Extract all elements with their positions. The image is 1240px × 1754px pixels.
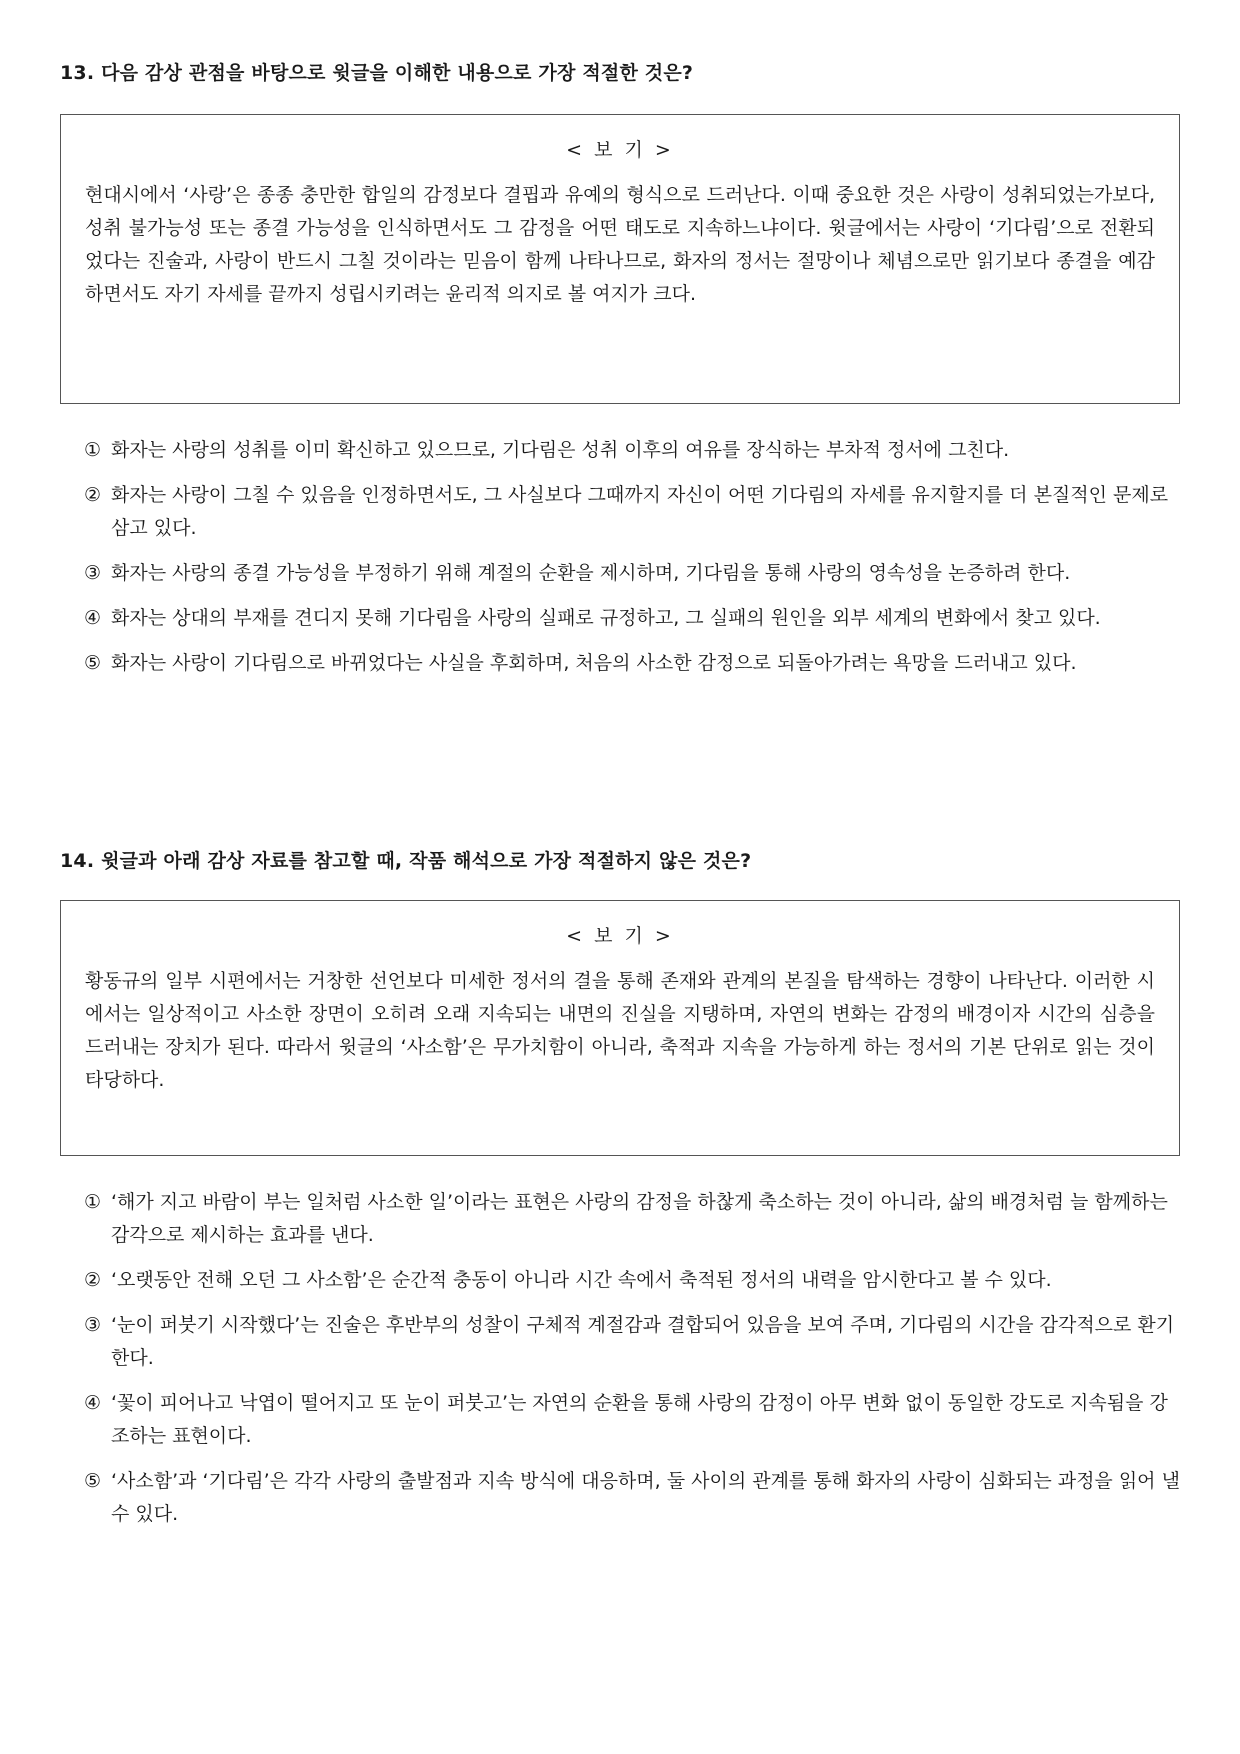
choice-text: 화자는 사랑이 기다림으로 바뀌었다는 사실을 후회하며, 처음의 사소한 감정으로 되돌아가려는 욕망을 드러내고 있다. — [111, 652, 1077, 674]
choice-number: ② — [84, 1269, 102, 1291]
question-13-title: 13. 다음 감상 관점을 바탕으로 윗글을 이해한 내용으로 가장 적절한 것은? — [60, 62, 694, 84]
choice-number: ① — [84, 439, 102, 461]
choice-text: ‘사소함’과 ‘기다림’은 각각 사랑의 출발점과 지속 방식에 대응하며, 둘 사이의 관계를 통해 화자의 사랑이 심화되는 과정을 읽어 낼 수 있다. — [111, 1470, 1180, 1525]
choice-4[interactable] — [84, 602, 1180, 635]
choice-number: ③ — [84, 562, 102, 584]
bogi-text: 황동규의 일부 시편에서는 거창한 선언보다 미세한 정서의 결을 통해 존재와 관계의 본질을 탐색하는 경향이 나타난다. 이러한 시에서는 일상적이고 사소한 장면이 오히려 오래 지속되는 내면의 진실을 지탱하며, 자연의 변화는 감정의 배경이자 시간의 심층을 드러내는 장치가 된다. 따라서 윗글의 ‘사소함’은 무가치함이 아니라, 축적과 지속을 가능하게 하는 정서의 기본 단위로 읽는 것이 타당하다. — [85, 970, 1155, 1091]
question-14-choices — [60, 1186, 1180, 1531]
bogi-label: < 보 기 > — [566, 925, 674, 947]
choice-2[interactable] — [84, 479, 1180, 545]
question-14-title: 14. 윗글과 아래 감상 자료를 참고할 때, 작품 해석으로 가장 적절하지 않은 것은? — [60, 850, 752, 872]
choice-text: ‘꽃이 피어나고 낙엽이 떨어지고 또 눈이 퍼붓고’는 자연의 순환을 통해 사랑의 감정이 아무 변화 없이 동일한 강도로 지속됨을 강조하는 표현이다. — [111, 1392, 1168, 1447]
choice-2[interactable] — [84, 1264, 1180, 1297]
choice-3[interactable] — [84, 557, 1180, 590]
choice-number: ④ — [84, 607, 102, 629]
choice-number: ⑤ — [84, 652, 102, 674]
choice-5[interactable] — [84, 1465, 1180, 1531]
choice-1[interactable] — [84, 1186, 1180, 1252]
choice-3[interactable] — [84, 1309, 1180, 1375]
bogi-text: 현대시에서 ‘사랑’은 종종 충만한 합일의 감정보다 결핍과 유예의 형식으로 드러난다. 이때 중요한 것은 사랑이 성취되었는가보다, 성취 불가능성 또는 종결 가능성을 인식하면서도 그 감정을 어떤 태도로 지속하느냐이다. 윗글에서는 사랑이 ‘기다림’으로 전환되었다는 진술과, 사랑이 반드시 그칠 것이라는 믿음이 함께 나타나므로, 화자의 정서는 절망이나 체념으로만 읽기보다 종결을 예감하면서도 자기 자세를 끝까지 성립시키려는 윤리적 의지로 볼 여지가 크다. — [85, 184, 1155, 305]
question-14-bogi-box — [60, 900, 1180, 1156]
choice-number: ⑤ — [84, 1470, 102, 1492]
choice-number: ② — [84, 484, 102, 506]
choice-text: ‘오랫동안 전해 오던 그 사소함’은 순간적 충동이 아니라 시간 속에서 축적된 정서의 내력을 암시한다고 볼 수 있다. — [111, 1269, 1052, 1291]
question-13-choices — [60, 434, 1180, 680]
choice-text: ‘눈이 퍼붓기 시작했다’는 진술은 후반부의 성찰이 구체적 계절감과 결합되어 있음을 보여 주며, 기다림의 시간을 감각적으로 환기한다. — [111, 1314, 1175, 1369]
question-14 — [60, 848, 1180, 1543]
question-13-bogi-box — [60, 114, 1180, 404]
bogi-label: < 보 기 > — [566, 139, 674, 161]
choice-4[interactable] — [84, 1387, 1180, 1453]
choice-number: ④ — [84, 1392, 102, 1414]
choice-text: ‘해가 지고 바람이 부는 일처럼 사소한 일’이라는 표현은 사랑의 감정을 하찮게 축소하는 것이 아니라, 삶의 배경처럼 늘 함께하는 감각으로 제시하는 효과를 낸다. — [111, 1191, 1168, 1246]
choice-text: 화자는 사랑의 성취를 이미 확신하고 있으므로, 기다림은 성취 이후의 여유를 장식하는 부차적 정서에 그친다. — [111, 439, 1010, 461]
choice-1[interactable] — [84, 434, 1180, 467]
choice-text: 화자는 상대의 부재를 견디지 못해 기다림을 사랑의 실패로 규정하고, 그 실패의 원인을 외부 세계의 변화에서 찾고 있다. — [111, 607, 1101, 629]
choice-text: 화자는 사랑의 종결 가능성을 부정하기 위해 계절의 순환을 제시하며, 기다림을 통해 사랑의 영속성을 논증하려 한다. — [111, 562, 1071, 584]
question-13 — [60, 60, 1180, 692]
choice-5[interactable] — [84, 647, 1180, 680]
choice-number: ③ — [84, 1314, 102, 1336]
choice-text: 화자는 사랑이 그칠 수 있음을 인정하면서도, 그 사실보다 그때까지 자신이 어떤 기다림의 자세를 유지할지를 더 본질적인 문제로 삼고 있다. — [111, 484, 1169, 539]
choice-number: ① — [84, 1191, 102, 1213]
